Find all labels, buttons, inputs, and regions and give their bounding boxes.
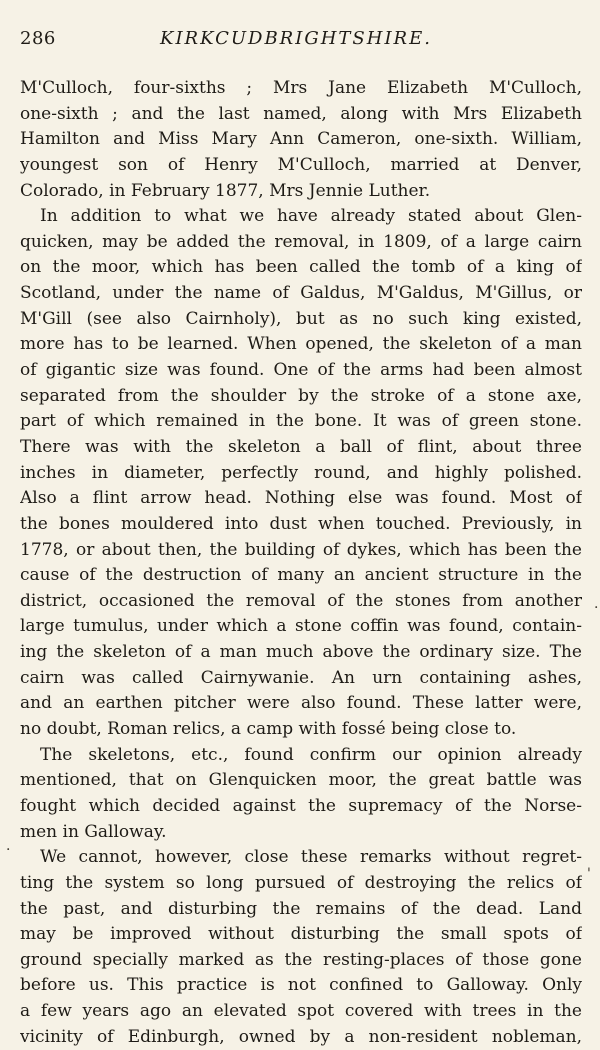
page-header xyxy=(20,28,582,60)
text-line: no doubt, Roman relics, a camp with fossé being close to. xyxy=(20,719,517,740)
text-line: M'Culloch, four-sixths ; Mrs Jane Elizabeth M'Culloch, xyxy=(20,78,582,98)
text-line: M'Gill (see also Cairnholy), but as no such king existed, xyxy=(20,308,582,329)
text-line: There was with the skeleton a ball of flint, about three xyxy=(20,436,582,457)
margin-dot-mark: · xyxy=(6,842,11,858)
text-line: Scotland, under the name of Galdus, M'Galdus, M'Gillus, or xyxy=(20,283,582,304)
text-line: before us. This practice is not confined to Galloway. Only xyxy=(20,975,582,996)
text-line: 1778, or about then, the building of dykes, which has been the xyxy=(20,539,582,560)
text-line: of gigantic size was found. One of the arms had been almost xyxy=(20,360,582,381)
page-number: 286 xyxy=(20,28,56,49)
margin-dot-mark: · xyxy=(594,600,599,616)
text-line: large tumulus, under which a stone coffin was found, contain- xyxy=(20,616,582,637)
text-line: We cannot, however, close these remarks without regret- xyxy=(40,847,582,868)
text-line: cause of the destruction of many an ancient structure in the xyxy=(20,565,582,586)
text-line: the past, and disturbing the remains of the dead. Land xyxy=(20,898,582,919)
text-line: cairn was called Cairnywanie. An urn containing ashes, xyxy=(20,667,582,688)
text-line: mentioned, that on Glenquicken moor, the great battle was xyxy=(20,770,582,791)
margin-tick-mark: ' xyxy=(587,866,591,882)
text-line: The skeletons, etc., found confirm our opinion already xyxy=(40,744,582,765)
text-line: ting the system so long pursued of destroying the relics of xyxy=(20,872,582,893)
text-line: more has to be learned. When opened, the skeleton of a man xyxy=(20,334,582,355)
text-line: separated from the shoulder by the stroke of a stone axe, xyxy=(20,385,582,406)
text-line: one-sixth ; and the last named, along with Mrs Elizabeth xyxy=(20,103,582,124)
text-line: and an earthen pitcher were also found. These latter were, xyxy=(20,693,582,714)
text-line: ground specially marked as the resting-places of those gone xyxy=(20,949,582,970)
text-line: a few years ago an elevated spot covered with trees in the xyxy=(20,1001,582,1022)
text-line: on the moor, which has been called the tomb of a king of xyxy=(20,257,582,278)
running-title: KIRKCUDBRIGHTSHIRE. xyxy=(160,28,432,49)
text-line: Colorado, in February 1877, Mrs Jennie Luther. xyxy=(20,180,431,201)
text-line: may be improved without disturbing the small spots of xyxy=(20,924,582,945)
text-line: Also a flint arrow head. Nothing else was found. Most of xyxy=(20,488,582,509)
text-line: the bones mouldered into dust when touched. Previously, in xyxy=(20,513,582,534)
text-line: inches in diameter, perfectly round, and highly polished. xyxy=(20,462,582,483)
text-line: youngest son of Henry M'Culloch, married at Denver, xyxy=(20,154,582,175)
text-line: Hamilton and Miss Mary Ann Cameron, one-sixth. William, xyxy=(20,129,582,150)
text-line: vicinity of Edinburgh, owned by a non-resident nobleman, xyxy=(20,1026,582,1047)
text-line: fought which decided against the supremacy of the Norse- xyxy=(20,795,582,816)
body-text xyxy=(20,76,582,1050)
text-line: men in Galloway. xyxy=(20,821,167,842)
text-line: In addition to what we have already stated about Glen- xyxy=(40,206,582,227)
text-line: district, occasioned the removal of the stones from another xyxy=(20,590,582,611)
text-line: ing the skeleton of a man much above the ordinary size. The xyxy=(20,642,582,663)
text-line: part of which remained in the bone. It was of green stone. xyxy=(20,411,582,432)
text-line: quicken, may be added the removal, in 1809, of a large cairn xyxy=(20,231,582,252)
